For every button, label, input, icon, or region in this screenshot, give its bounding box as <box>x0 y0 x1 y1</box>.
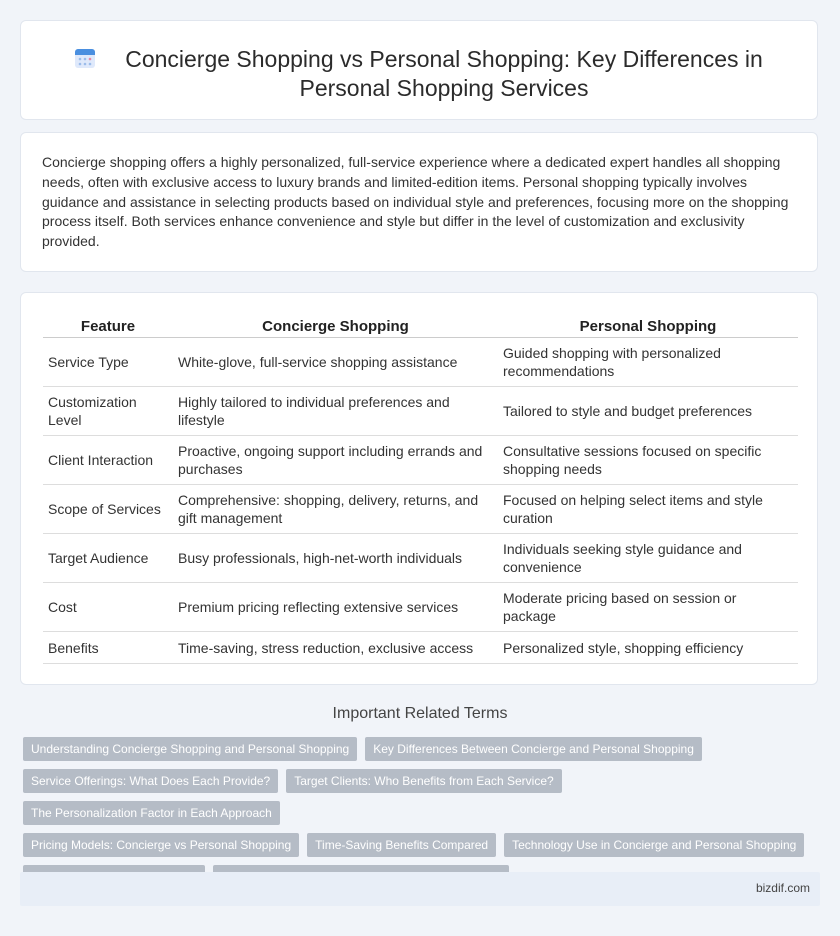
feature-cell: Benefits <box>43 632 173 664</box>
related-term-tag[interactable]: Key Differences Between Concierge and Personal Shopping <box>365 737 702 761</box>
table-row <box>43 632 798 664</box>
title-card <box>20 20 818 120</box>
related-term-tag[interactable]: Pricing Models: Concierge vs Personal Shopping <box>23 833 299 857</box>
feature-cell: Client Interaction <box>43 436 173 485</box>
feature-cell: Scope of Services <box>43 485 173 534</box>
table-row <box>43 485 798 534</box>
concierge-cell: Busy professionals, high-net-worth individuals <box>173 534 498 583</box>
header-personal: Personal Shopping <box>498 313 798 338</box>
personal-cell: Individuals seeking style guidance and convenience <box>498 534 798 583</box>
concierge-cell: Highly tailored to individual preferences and lifestyle <box>173 387 498 436</box>
feature-cell: Target Audience <box>43 534 173 583</box>
comparison-table <box>43 313 798 664</box>
related-term-tag[interactable]: Understanding Concierge Shopping and Personal Shopping <box>23 737 357 761</box>
personal-cell: Guided shopping with personalized recommendations <box>498 338 798 387</box>
personal-cell: Consultative sessions focused on specific shopping needs <box>498 436 798 485</box>
personal-cell: Personalized style, shopping efficiency <box>498 632 798 664</box>
comparison-card <box>20 292 818 685</box>
related-term-tag[interactable]: Time-Saving Benefits Compared <box>307 833 496 857</box>
header-feature: Feature <box>43 313 173 338</box>
table-header-row <box>43 313 798 338</box>
table-row <box>43 436 798 485</box>
related-term-tag[interactable]: Service Offerings: What Does Each Provide? <box>23 769 278 793</box>
related-term-tag[interactable]: Target Clients: Who Benefits from Each Service? <box>286 769 561 793</box>
personal-cell: Tailored to style and budget preferences <box>498 387 798 436</box>
calendar-icon <box>73 46 97 70</box>
footer-brand[interactable]: bizdif.com <box>755 881 810 895</box>
footer <box>20 872 820 906</box>
table-row <box>43 534 798 583</box>
intro-paragraph: Concierge shopping offers a highly personalized, full-service experience where a dedicated expert handles all shopping needs, often with exclusive access to luxury brands and limited-edition items. Personal shopping typically involves guidance and assistance in selecting products based on individual style and preferences, focusing more on the shopping process itself. Both services enhance convenience and style but differ in the level of customization and exclusivity provided. <box>42 154 789 250</box>
related-term-tag[interactable]: The Personalization Factor in Each Approach <box>23 801 280 825</box>
personal-cell: Moderate pricing based on session or package <box>498 583 798 632</box>
personal-cell: Focused on helping select items and style curation <box>498 485 798 534</box>
concierge-cell: Time-saving, stress reduction, exclusive access <box>173 632 498 664</box>
page-title: Concierge Shopping vs Personal Shopping: Key Differences in Personal Shopping Services <box>125 46 763 101</box>
related-term-tag[interactable]: Technology Use in Concierge and Personal Shopping <box>504 833 804 857</box>
feature-cell: Service Type <box>43 338 173 387</box>
concierge-cell: Premium pricing reflecting extensive services <box>173 583 498 632</box>
related-terms-heading: Important Related Terms <box>332 705 508 722</box>
table-row <box>43 387 798 436</box>
feature-cell: Customization Level <box>43 387 173 436</box>
concierge-cell: Proactive, ongoing support including errands and purchases <box>173 436 498 485</box>
concierge-cell: Comprehensive: shopping, delivery, returns, and gift management <box>173 485 498 534</box>
header-concierge: Concierge Shopping <box>173 313 498 338</box>
feature-cell: Cost <box>43 583 173 632</box>
table-row <box>43 338 798 387</box>
intro-card <box>20 132 818 272</box>
concierge-cell: White-glove, full-service shopping assistance <box>173 338 498 387</box>
table-row <box>43 583 798 632</box>
